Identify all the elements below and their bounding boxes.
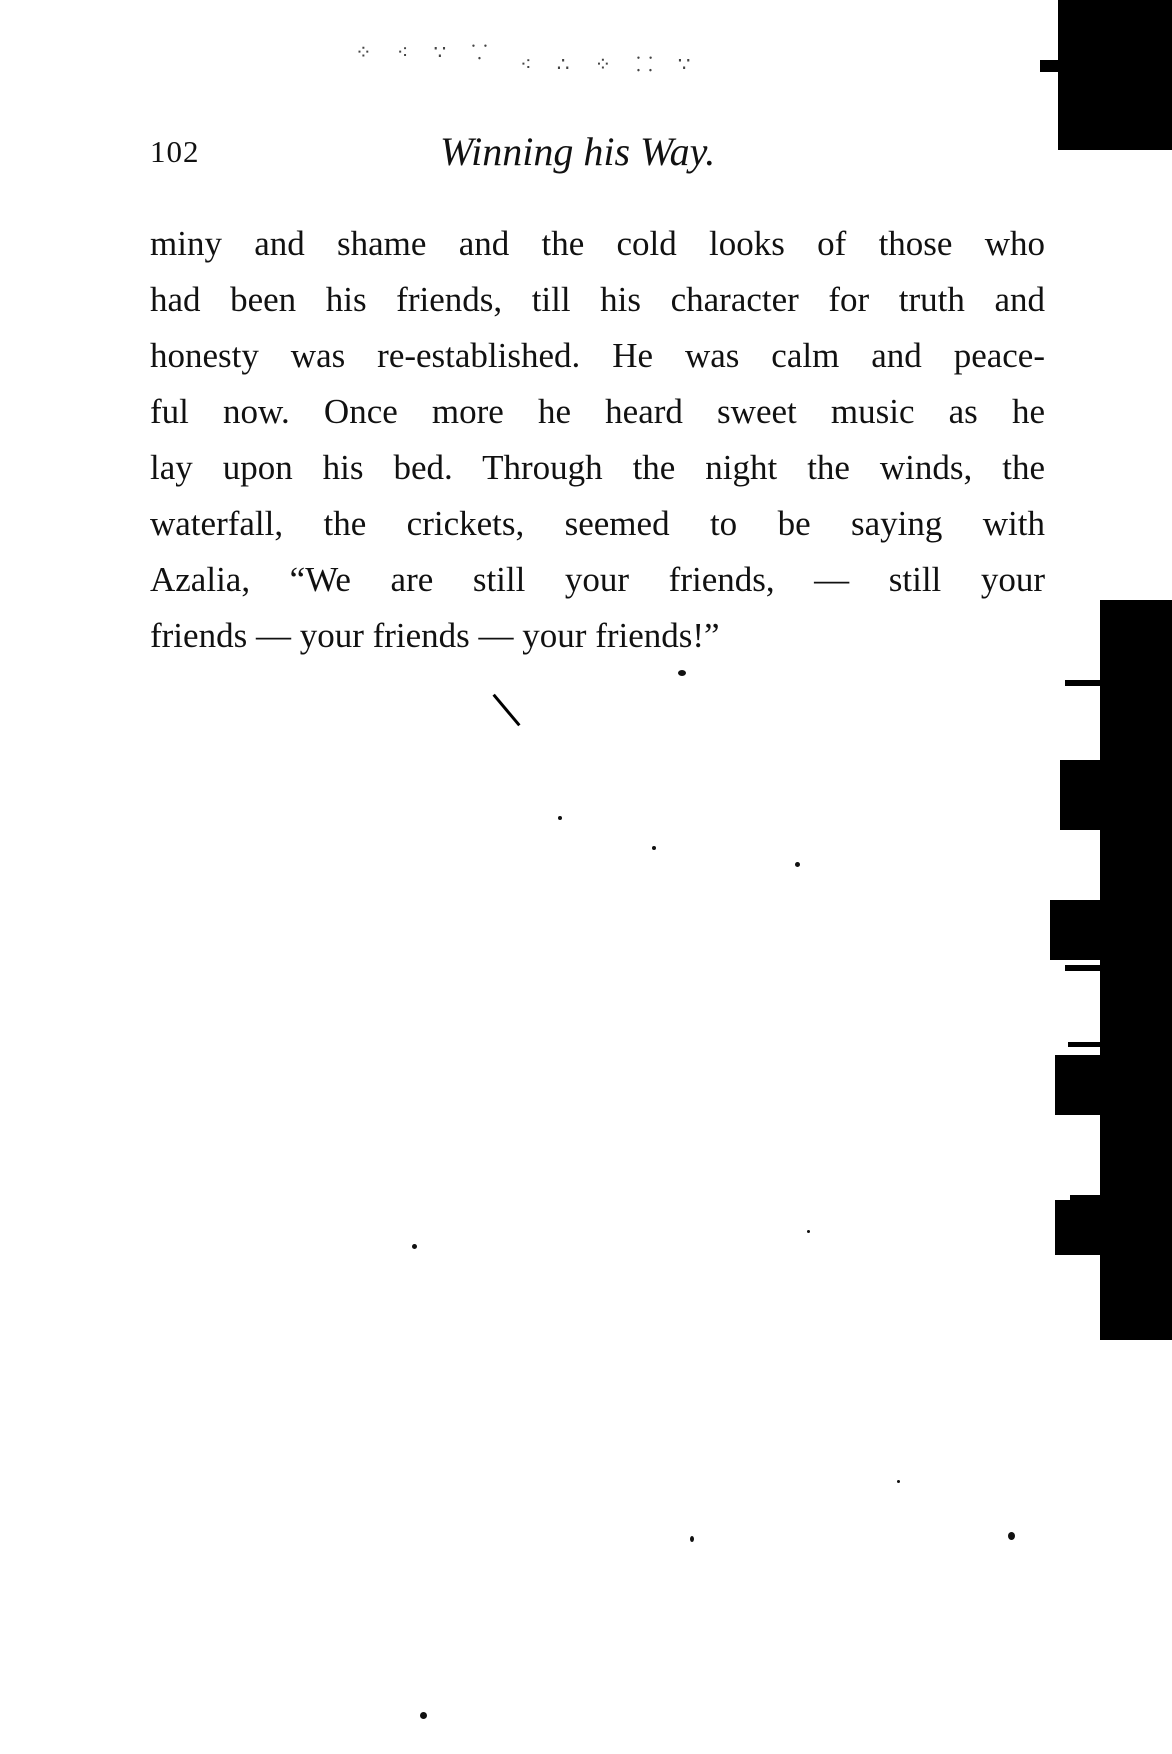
scan-speck: [1008, 1532, 1015, 1540]
scan-speck: [420, 1712, 427, 1719]
binding-edge-tick: [1065, 965, 1110, 971]
scan-speck: [795, 862, 800, 867]
page-header: [150, 118, 1050, 188]
text-line: lay upon his bed. Through the night the winds, the: [150, 448, 1045, 487]
binding-edge-block: [1055, 1055, 1172, 1115]
scan-speck: [678, 670, 686, 676]
binding-edge-tick: [1065, 680, 1115, 686]
text-line: Azalia, “We are still your friends, — still your: [150, 560, 1045, 599]
bleed-through-speckles: ⁘ ⁖ ∵ ⸪: [355, 42, 498, 64]
scan-speck: [412, 1244, 417, 1249]
binding-edge-block: [1060, 760, 1172, 830]
scan-speck: [558, 816, 562, 820]
binding-edge-block: [1055, 1200, 1172, 1255]
bleed-through-speckles: ⁖ ∴ ⁘ ⸬ ∵: [520, 54, 701, 76]
scan-stroke: [492, 694, 520, 727]
text-line: miny and shame and the cold looks of those who: [150, 224, 1045, 263]
body-text: [150, 216, 1045, 664]
running-head: Winning his Way.: [440, 129, 716, 174]
text-line: honesty was re-established. He was calm and peace-: [150, 336, 1045, 375]
text-line: had been his friends, till his character for truth and: [150, 280, 1045, 319]
text-line: waterfall, the crickets, seemed to be saying with: [150, 504, 1045, 543]
scan-speck: [897, 1480, 900, 1483]
scan-speck: [690, 1536, 694, 1542]
scan-speck: [807, 1230, 810, 1233]
binding-edge-top: [1058, 0, 1172, 150]
binding-edge-tick: [1070, 1195, 1110, 1200]
binding-edge-tick: [1068, 1042, 1108, 1047]
page-number: 102: [150, 134, 200, 169]
scan-speck: [652, 846, 656, 850]
text-line: ful now. Once more he heard sweet music as he: [150, 392, 1045, 431]
binding-edge-notch: [1040, 60, 1070, 72]
binding-edge-block: [1050, 900, 1172, 960]
text-line: friends — your friends — your friends!”: [150, 616, 720, 655]
